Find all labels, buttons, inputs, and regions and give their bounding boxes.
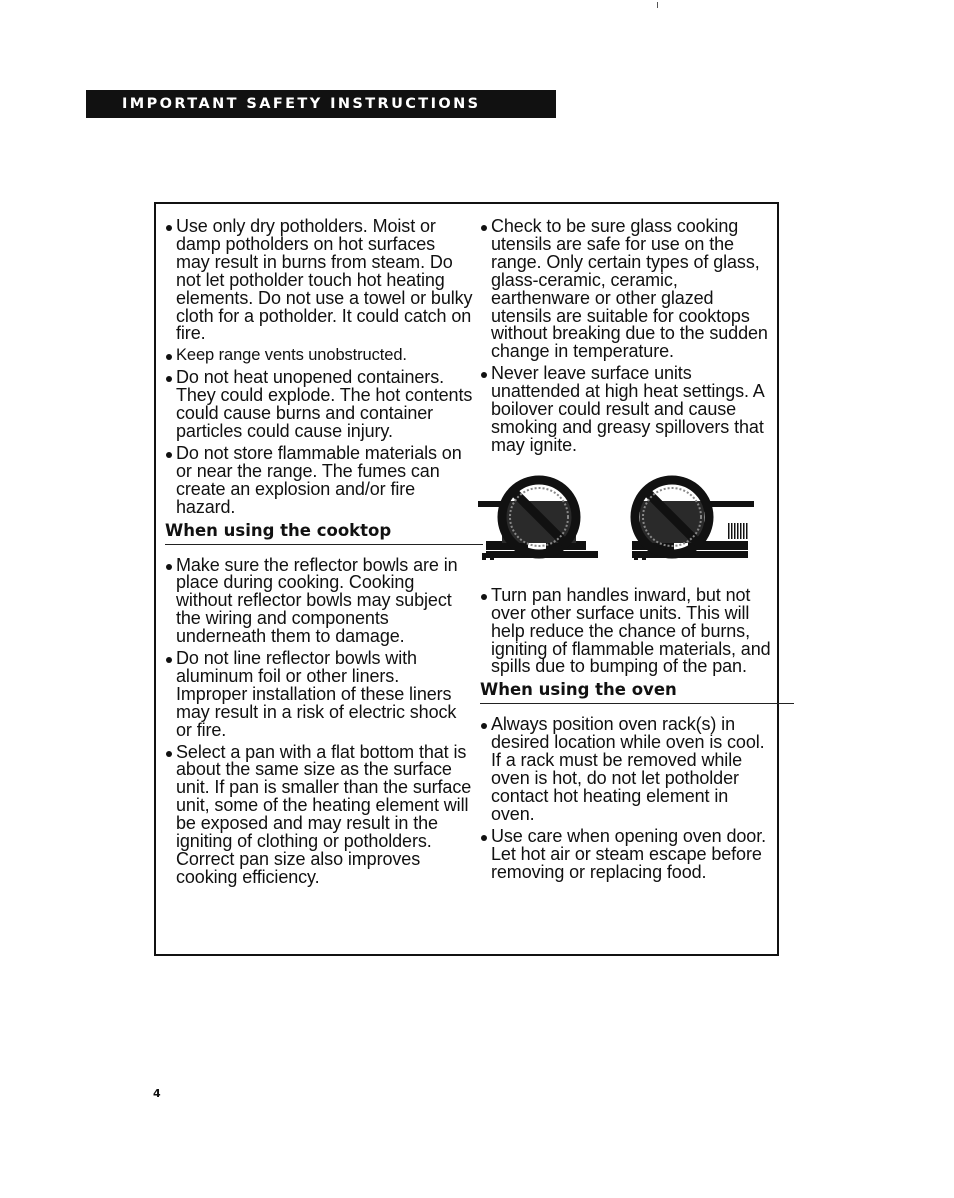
instruction-item: Do not heat unopened containers. They could explode. The hot contents could cause burns and container particles could cause injury. [165, 369, 473, 441]
page-header-bar [86, 90, 556, 118]
pictogram-row [474, 473, 774, 573]
section-heading-cooktop: When using the cooktop [165, 521, 483, 545]
instruction-item: Keep range vents unobstructed. [165, 347, 473, 365]
no-oversized-pan-icon [474, 473, 614, 573]
instruction-item: Use care when opening oven door. Let hot air or steam escape before removing or replacing food. [480, 828, 774, 882]
page-header-title: IMPORTANT SAFETY INSTRUCTIONS [122, 96, 481, 112]
instruction-item: Do not store flammable materials on or near the range. The fumes can create an explosion and/or fire hazard. [165, 445, 473, 517]
instruction-item: Make sure the reflector bowls are in place during cooking. Cooking without reflector bowls may subject the wiring and components underneath them to damage. [165, 557, 473, 647]
left-column [165, 218, 473, 891]
page-number: 4 [153, 1087, 161, 1100]
scan-mark [657, 2, 658, 8]
section-heading-oven: When using the oven [480, 680, 794, 704]
instruction-item: Check to be sure glass cooking utensils are safe for use on the range. Only certain types of glass, glass-ceramic, ceramic, earthenware or other glazed utensils are suitable for cooktops without breaking due to the sudden change in temperature. [480, 218, 774, 361]
instruction-item: Never leave surface units unattended at high heat settings. A boilover could result and cause smoking and greasy spillovers that may ignite. [480, 365, 774, 455]
instruction-item: Use only dry potholders. Moist or damp potholders on hot surfaces may result in burns from steam. Do not let potholder touch hot heating elements. Do not use a towel or bulky cloth for a potholder. It could catch on fire. [165, 218, 473, 343]
safety-instructions-box [154, 202, 779, 956]
instruction-item: Do not line reflector bowls with aluminum foil or other liners. Improper installation of these liners may result in a risk of electric shock or fire. [165, 650, 473, 740]
instruction-item: Select a pan with a flat bottom that is about the same size as the surface unit. If pan is smaller than the surface unit, some of the heating element will be exposed and may result in the igniting of clothing or potholders. Correct pan size also improves cooking efficiency. [165, 744, 473, 887]
instruction-item: Always position oven rack(s) in desired location while oven is cool. If a rack must be removed while oven is hot, do not let potholder contact hot heating element in oven. [480, 716, 774, 823]
no-pan-handle-outward-icon [626, 473, 766, 573]
instruction-item: Turn pan handles inward, but not over other surface units. This will help reduce the chance of burns, igniting of flammable materials, and spills due to bumping of the pan. [480, 587, 774, 677]
right-column [480, 218, 774, 885]
